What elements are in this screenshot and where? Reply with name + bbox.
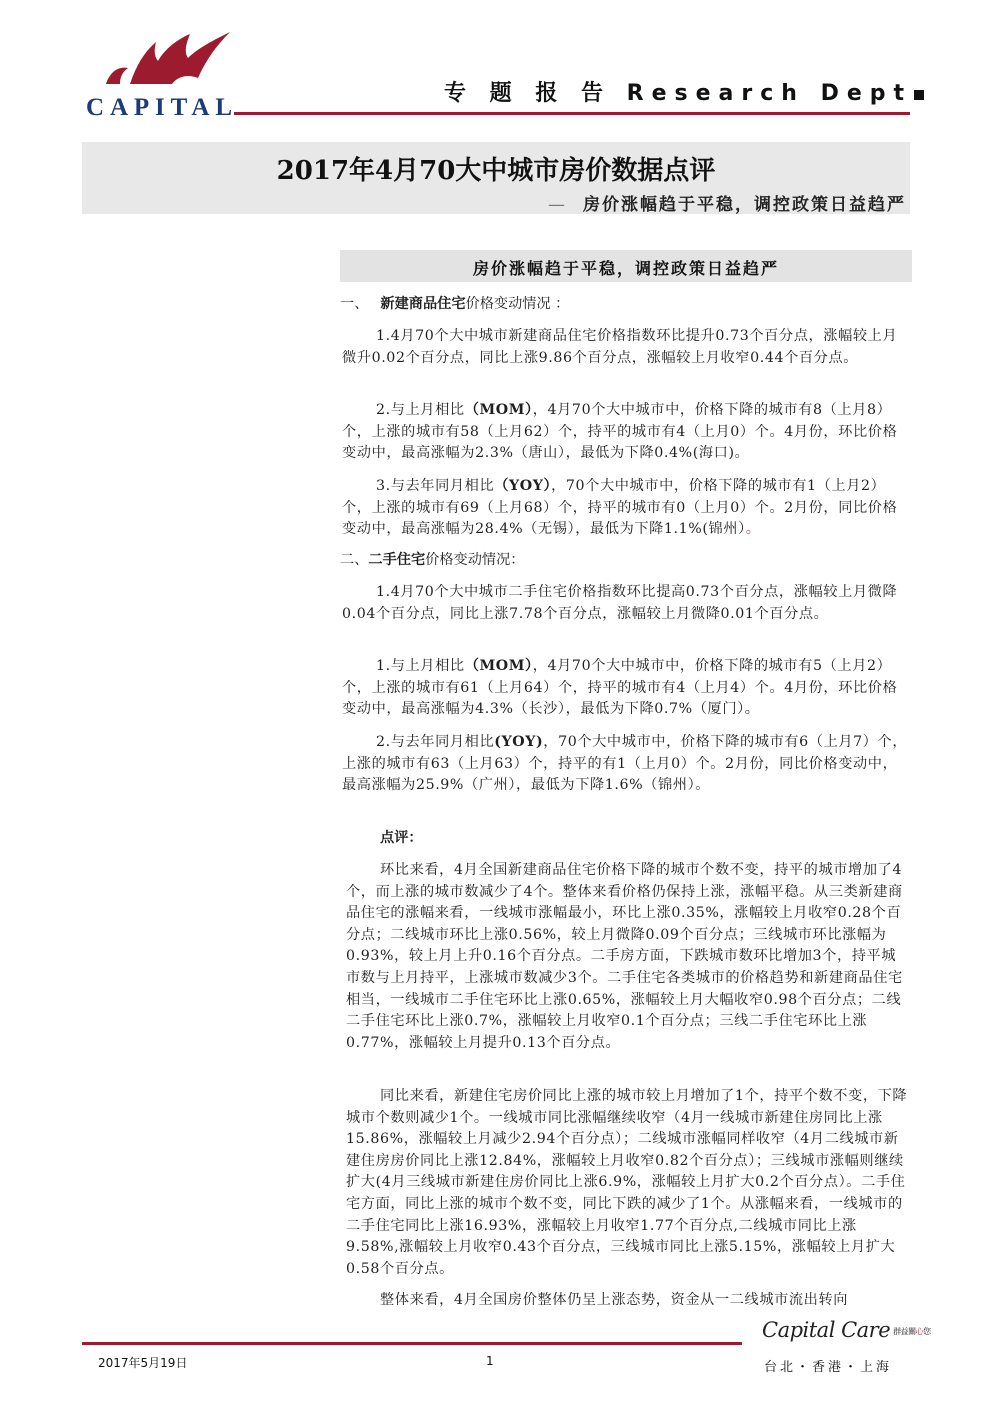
comment-paragraph-3: 整体来看，4月全国房价整体仍呈上涨态势，资金从一二线城市流出转向 xyxy=(380,1292,849,1308)
part2-p3-body: ，70个大中城市中，价格下降的城市有6（上月7）个，上涨的城市有63（上月63）个，持平的有1（上月0）个。2月份，同比价格变动中，最高涨幅为25.9%（广州），最低为下降1.6%（锦州）。 xyxy=(342,734,908,794)
tagline-part-b: 您 xyxy=(923,1327,931,1336)
part1-p2-body: ，4月70个大中城市中，价格下降的城市有8（上月8）个，上涨的城市有58（上月62）个，持平的城市有4（上月0）个。4月份，环比价格变动中，最高涨幅为2.3%（唐山），最低为下降0.4%(海口)。 xyxy=(342,402,898,462)
part1-p3-body: ，70个大中城市中，价格下降的城市有1（上月2）个，上涨的城市有69（上月68）个，持平的城市有0（上月0）个。2月份，同比价格变动中，最高涨幅为28.4%（无锡），最低为下降1.1%(锦州） xyxy=(342,478,898,538)
comment-label: 点评： xyxy=(380,830,423,846)
part2-paragraph-3 xyxy=(342,732,908,797)
header-rule xyxy=(234,112,910,115)
report-label xyxy=(444,76,924,107)
part1-prefix: 一、 xyxy=(340,296,369,312)
part2-p2-lead: 1.与上月相比 xyxy=(376,658,465,674)
part2-p3-yoy: (YOY) xyxy=(494,734,544,750)
part1-heading xyxy=(340,294,569,316)
part2-heading xyxy=(340,550,524,572)
part1-heading-rest: 价格变动情况 ： xyxy=(465,296,570,312)
part2-heading-bold: 二手住宅 xyxy=(368,552,426,568)
capital-care-tagline xyxy=(893,1327,931,1336)
part1-p2-lead: 2.与上月相比 xyxy=(376,402,465,418)
part2-p2-mom: （MOM） xyxy=(464,658,533,674)
capital-logo xyxy=(84,28,236,120)
comment-paragraph-2: 同比来看，新建住宅房价同比上涨的城市较上月增加了1个，持平个数不变，下降城市个数则减少1个。一线城市同比涨幅继续收窄（4月一线城市新建住房同比上涨15.86%，涨幅较上月减少2.94个百分点）；二线城市涨幅同样收窄（4月二线城市新建住房房价同比上涨12.84%，涨幅较上月收窄0.82个百分点）；三线城市涨幅则继续扩大(4月三线城市新建住房价同比上涨6.9%，涨幅较上月扩大0.2个百分点）。二手住宅方面，同比上涨的城市个数不变，同比下跌的减少了1个。从涨幅来看，一线城市的二手住宅同比上涨16.93%，涨幅较上月收窄1.77个百分点,二线城市同比上涨9.58%,涨幅较上月收窄0.43个百分点，三线城市同比上涨5.15%，涨幅较上月扩大0.58个百分点。 xyxy=(346,1088,908,1277)
logo-wordmark: CAPITAL xyxy=(86,94,232,120)
part2-p3-lead: 2.与去年同月相比 xyxy=(376,734,495,750)
part1-p3-end: 。 xyxy=(745,521,761,538)
part1-paragraph-2 xyxy=(342,400,908,465)
page-title: 2017年4月70大中城市房价数据点评 xyxy=(276,156,716,186)
tagline-part-a: 群益關 xyxy=(893,1327,916,1336)
page-subtitle xyxy=(548,190,906,215)
footer-date: 2017年5月19日 xyxy=(98,1356,188,1370)
subtitle-dash: — xyxy=(548,195,567,215)
capital-care-text: Capital Care xyxy=(762,1318,891,1342)
part2-p2-body: ，4月70个大中城市中，价格下降的城市有5（上月2）个，上涨的城市有61（上月64）个，持平的城市有4（上月4）个。4月份，环比价格变动中，最高涨幅为4.3%（长沙），最低为下降0.7%（厦门）。 xyxy=(342,658,898,718)
subtitle-text: 房价涨幅趋于平稳，调控政策日益趋严 xyxy=(583,195,906,215)
office-cities: 台北・香港・上海 xyxy=(764,1360,893,1375)
capital-care-logo xyxy=(762,1318,931,1342)
part1-heading-bold: 新建商品住宅 xyxy=(380,296,466,312)
footer-rule xyxy=(82,1342,742,1345)
part1-paragraph-3 xyxy=(342,476,908,541)
part2-prefix: 二、 xyxy=(340,552,369,568)
comment-paragraph-1: 环比来看，4月全国新建商品住宅价格下降的城市个数不变，持平的城市增加了4个，而上涨的城市数减少了4个。整体来看价格仍保持上涨，涨幅平稳。从三类新建商品住宅的涨幅来看，一线城市涨幅最小，环比上涨0.35%，涨幅较上月收窄0.28个百分点；二线城市环比上涨0.56%，较上月微降0.09个百分点；三线城市环比涨幅为0.93%，较上月上升0.16个百分点。二手房方面，下跌城市数环比增加3个，持平城市数与上月持平，上涨城市数减少3个。二手住宅各类城市的价格趋势和新建商品住宅相当，一线城市二手住宅环比上涨0.65%，涨幅较上月大幅收窄0.98个百分点；二线二手住宅环比上涨0.7%，涨幅较上月收窄0.1个百分点；三线二手住宅环比上涨0.77%，涨幅较上月提升0.13个百分点。 xyxy=(346,862,903,1051)
part2-paragraph-2 xyxy=(342,656,908,721)
report-label-text: 专 题 报 告 Research Dept xyxy=(444,81,913,106)
part2-heading-rest: 价格变动情况： xyxy=(425,552,525,568)
section-title: 房价涨幅趋于平稳，调控政策日益趋严 xyxy=(472,259,779,278)
part2-paragraph-1: 1.4月70个大中城市二手住宅价格指数环比提高0.73个百分点，涨幅较上月微降0.04个百分点，同比上涨7.78个百分点，涨幅较上月微降0.01个百分点。 xyxy=(342,584,898,622)
page-number: 1 xyxy=(486,1354,494,1368)
part1-p2-mom: （MOM） xyxy=(464,402,533,418)
part1-p3-lead: 3.与去年同月相比 xyxy=(376,478,495,494)
part1-paragraph-1: 1.4月70个大中城市新建商品住宅价格指数环比提升0.73个百分点，涨幅较上月微升0.02个百分点，同比上涨9.86个百分点，涨幅较上月收窄0.44个百分点。 xyxy=(342,328,898,366)
tagline-heart: 心 xyxy=(915,1327,924,1336)
part1-p3-yoy: （YOY） xyxy=(494,478,552,494)
square-bullet-icon xyxy=(914,90,924,100)
